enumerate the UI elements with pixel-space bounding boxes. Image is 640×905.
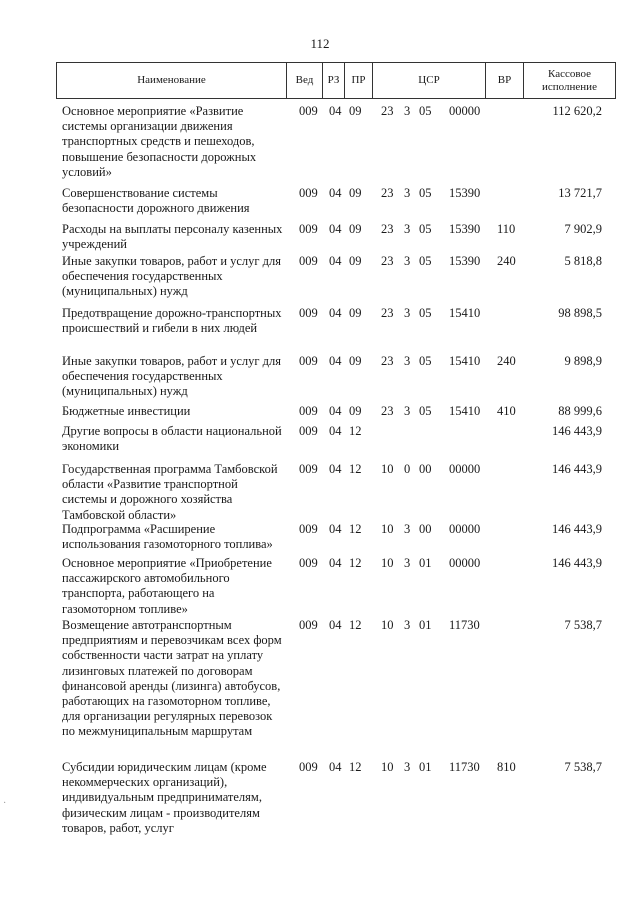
row-ved: 009	[299, 254, 318, 268]
row-ved: 009	[299, 404, 318, 418]
row-vr: 410	[497, 404, 516, 418]
row-amount: 13 721,7	[558, 186, 602, 200]
row-csr-event: 01	[419, 618, 432, 632]
row-csr-program: 23	[381, 306, 394, 320]
row-csr-program: 23	[381, 104, 394, 118]
row-csr-direction: 00000	[449, 556, 481, 570]
row-csr-subprogram: 3	[404, 760, 411, 774]
row-ved: 009	[299, 424, 318, 438]
row-ved: 009	[299, 760, 318, 774]
row-csr-event: 05	[419, 186, 432, 200]
table-row	[56, 556, 616, 617]
row-ved: 009	[299, 354, 318, 368]
row-ved: 009	[299, 556, 318, 570]
row-csr-subprogram: 3	[404, 556, 411, 570]
row-pr: 09	[349, 222, 362, 236]
row-rz: 04	[329, 522, 342, 536]
row-amount: 7 902,9	[564, 222, 602, 236]
row-name: Расходы на выплаты персоналу казенных учреждений	[62, 222, 283, 252]
table-row	[56, 462, 616, 523]
row-ved: 009	[299, 618, 318, 632]
row-vr: 810	[497, 760, 516, 774]
row-csr-program: 23	[381, 254, 394, 268]
row-csr-event: 00	[419, 522, 432, 536]
row-csr-event: 05	[419, 254, 432, 268]
row-name: Иные закупки товаров, работ и услуг для обеспечения государственных (муниципальных) нужд	[62, 354, 282, 399]
row-csr-direction: 15390	[449, 254, 481, 268]
table-row	[56, 254, 616, 300]
row-name: Основное мероприятие «Приобретение пассажирского автомобильного транспорта, работающего на газомоторном топливе»	[62, 556, 272, 616]
row-amount: 7 538,7	[564, 760, 602, 774]
row-csr-program: 23	[381, 186, 394, 200]
row-csr-direction: 00000	[449, 104, 481, 118]
row-csr-program: 23	[381, 354, 394, 368]
header-rz: РЗ	[323, 63, 345, 98]
row-rz: 04	[329, 462, 342, 476]
row-rz: 04	[329, 186, 342, 200]
table-row	[56, 522, 616, 552]
row-amount: 146 443,9	[552, 522, 602, 536]
row-csr-subprogram: 3	[404, 104, 411, 118]
row-rz: 04	[329, 222, 342, 236]
header-pr: ПР	[345, 63, 373, 98]
row-csr-program: 23	[381, 404, 394, 418]
row-rz: 04	[329, 404, 342, 418]
row-csr-subprogram: 3	[404, 186, 411, 200]
row-pr: 09	[349, 306, 362, 320]
row-amount: 146 443,9	[552, 556, 602, 570]
header-vr: ВР	[486, 63, 524, 98]
row-pr: 12	[349, 424, 362, 438]
table-row	[56, 404, 616, 419]
row-rz: 04	[329, 306, 342, 320]
table-row	[56, 618, 616, 740]
row-csr-direction: 15390	[449, 222, 481, 236]
row-csr-program: 10	[381, 760, 394, 774]
row-vr: 110	[497, 222, 516, 236]
header-csr: ЦСР	[373, 63, 486, 98]
row-pr: 12	[349, 462, 362, 476]
row-name: Иные закупки товаров, работ и услуг для обеспечения государственных (муниципальных) нужд	[62, 254, 282, 299]
row-csr-program: 10	[381, 618, 394, 632]
row-pr: 12	[349, 618, 362, 632]
row-vr: 240	[497, 254, 516, 268]
row-csr-direction: 15410	[449, 404, 481, 418]
row-name: Предотвращение дорожно-транспортных происшествий и гибели в них людей	[62, 306, 282, 336]
row-pr: 12	[349, 760, 362, 774]
row-csr-direction: 15410	[449, 306, 481, 320]
row-csr-subprogram: 3	[404, 306, 411, 320]
row-csr-event: 01	[419, 760, 432, 774]
table-header	[56, 62, 616, 99]
row-csr-subprogram: 3	[404, 522, 411, 536]
row-ved: 009	[299, 222, 318, 236]
row-csr-subprogram: 3	[404, 354, 411, 368]
row-csr-program: 10	[381, 462, 394, 476]
row-csr-event: 01	[419, 556, 432, 570]
row-csr-program: 10	[381, 556, 394, 570]
row-pr: 09	[349, 354, 362, 368]
row-csr-event: 05	[419, 404, 432, 418]
header-name: Наименование	[57, 63, 287, 98]
row-amount: 146 443,9	[552, 462, 602, 476]
row-pr: 12	[349, 556, 362, 570]
row-name: Возмещение автотранспортным предприятиям и перевозчикам всех форм собственности части затрат на уплату лизинговых платежей по договорам финансовой аренды (лизинга) автобусов, работающих на газомоторном топливе, для организации регулярных перевозок по межмуниципальным маршрутам	[62, 618, 282, 739]
row-rz: 04	[329, 424, 342, 438]
row-csr-event: 05	[419, 306, 432, 320]
row-name: Подпрограмма «Расширение использования газомоторного топлива»	[62, 522, 273, 552]
row-amount: 146 443,9	[552, 424, 602, 438]
row-csr-subprogram: 3	[404, 618, 411, 632]
row-ved: 009	[299, 104, 318, 118]
row-pr: 09	[349, 404, 362, 418]
row-ved: 009	[299, 522, 318, 536]
row-amount: 5 818,8	[564, 254, 602, 268]
row-csr-program: 10	[381, 522, 394, 536]
margin-mark: ·	[3, 798, 7, 809]
row-csr-program: 23	[381, 222, 394, 236]
row-csr-subprogram: 0	[404, 462, 411, 476]
row-csr-direction: 11730	[449, 618, 480, 632]
row-csr-direction: 11730	[449, 760, 480, 774]
row-csr-direction: 15390	[449, 186, 481, 200]
table-row	[56, 222, 616, 252]
row-csr-event: 00	[419, 462, 432, 476]
row-ved: 009	[299, 306, 318, 320]
row-pr: 09	[349, 104, 362, 118]
row-ved: 009	[299, 462, 318, 476]
row-pr: 12	[349, 522, 362, 536]
row-name: Совершенствование системы безопасности дорожного движения	[62, 186, 250, 216]
row-ved: 009	[299, 186, 318, 200]
row-amount: 112 620,2	[552, 104, 602, 118]
row-pr: 09	[349, 186, 362, 200]
row-csr-subprogram: 3	[404, 254, 411, 268]
table-row	[56, 186, 616, 216]
row-csr-event: 05	[419, 104, 432, 118]
row-rz: 04	[329, 760, 342, 774]
row-csr-event: 05	[419, 222, 432, 236]
row-csr-direction: 15410	[449, 354, 481, 368]
row-csr-subprogram: 3	[404, 222, 411, 236]
table-row	[56, 424, 616, 454]
row-name: Бюджетные инвестиции	[62, 404, 191, 418]
row-rz: 04	[329, 354, 342, 368]
row-csr-direction: 00000	[449, 522, 481, 536]
table-row	[56, 104, 616, 180]
header-amount: Кассовое исполнение	[542, 67, 597, 93]
table-row	[56, 760, 616, 836]
row-amount: 88 999,6	[558, 404, 602, 418]
header-ved: Вед	[287, 63, 323, 98]
row-rz: 04	[329, 556, 342, 570]
row-name: Государственная программа Тамбовской области «Развитие транспортной системы и дорожного хозяйства Тамбовской области»	[62, 462, 278, 522]
row-amount: 7 538,7	[564, 618, 602, 632]
row-csr-direction: 00000	[449, 462, 481, 476]
row-csr-subprogram: 3	[404, 404, 411, 418]
table-row	[56, 306, 616, 336]
row-name: Субсидии юридическим лицам (кроме некоммерческих организаций), индивидуальным предпринимателям, физическим лицам - производителям товаров, работ, услуг	[62, 760, 267, 835]
row-amount: 9 898,9	[564, 354, 602, 368]
row-pr: 09	[349, 254, 362, 268]
table-row	[56, 354, 616, 400]
row-rz: 04	[329, 618, 342, 632]
page-number: 112	[310, 36, 330, 51]
row-csr-event: 05	[419, 354, 432, 368]
row-amount: 98 898,5	[558, 306, 602, 320]
row-rz: 04	[329, 104, 342, 118]
row-name: Основное мероприятие «Развитие системы организации движения транспортных средств и пешеходов, повышение безопасности дорожных условий»	[62, 104, 257, 179]
row-vr: 240	[497, 354, 516, 368]
row-name: Другие вопросы в области национальной экономики	[62, 424, 282, 454]
row-rz: 04	[329, 254, 342, 268]
